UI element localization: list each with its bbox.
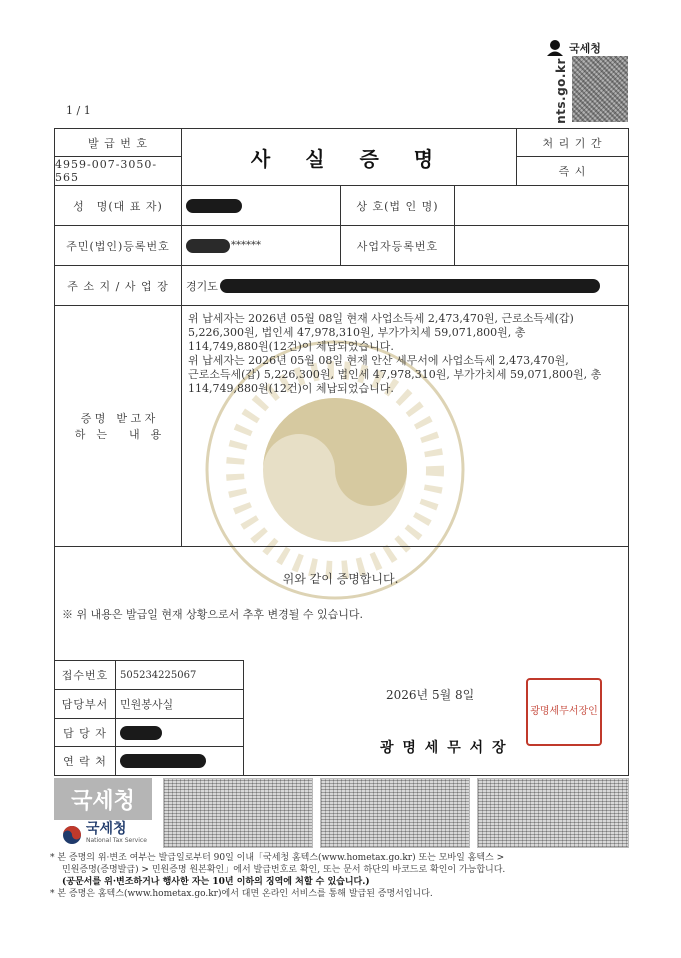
dept-label: 담당부서: [54, 689, 116, 719]
certify-text: 위와 같이 증명합니다.: [282, 572, 399, 586]
header-domain-text: nts.go.kr: [553, 58, 568, 124]
redacted-contact: [120, 754, 206, 768]
contact-value: [115, 746, 244, 776]
processing-label: 처 리 기 간: [516, 128, 629, 157]
nts-emblem-icon: [545, 39, 565, 57]
address-value: [181, 265, 629, 306]
footer-note-2: (공문서를 위·변조하거나 행사한 자는 10년 이하의 징역에 처할 수 있습니다.): [62, 877, 370, 887]
footer-brand-big: 국세청: [54, 778, 152, 820]
name-value: [181, 185, 341, 226]
redacted-name: [186, 199, 242, 213]
footer-note-1a: * 본 증명의 위·변조 여부는 발급일로부터 90일 이내「국세청 홈텍스(www.hometax.go.kr) 또는 모바일 홈텍스 >: [50, 853, 505, 863]
receipt-value: 505234225067: [115, 660, 244, 690]
notice-text: ※ 위 내용은 발급일 현재 상황으로서 추후 변경될 수 있습니다.: [62, 608, 363, 621]
content-body: [181, 305, 629, 547]
content-line: 5,226,300원, 법인세 47,978,310원, 부가가치세 59,071,800원, 총: [188, 326, 526, 339]
taegeuk-icon: [62, 825, 82, 845]
rrn-value: [181, 225, 341, 266]
redacted-rrn: [186, 239, 230, 253]
content-line: 위 납세자는 2026년 05월 08일 현재 안산 세무서에 사업소득세 2,473,470원,: [188, 354, 569, 367]
officer-value: [115, 718, 244, 747]
page-indicator: 1 / 1: [66, 104, 91, 117]
redacted-officer: [120, 726, 162, 740]
footer-brand-sub: National Tax Service: [86, 837, 147, 844]
footer-note-3: * 본 증명은 홈텍스(www.hometax.go.kr)에서 대면 온라인 서비스를 통해 발급된 증명서입니다.: [50, 889, 433, 899]
document-title: 사 실 증 명: [181, 128, 517, 186]
redacted-address: [220, 279, 600, 293]
footer-barcode-3: [477, 778, 629, 848]
header-brand: 국세청: [569, 42, 601, 55]
footer-barcode-1: [163, 778, 313, 848]
issue-date: 2026년 5월 8일: [386, 688, 475, 702]
processing-value: 즉 시: [516, 156, 629, 186]
content-label-line1: 증 명 받 고 자: [80, 412, 156, 425]
content-label: [54, 305, 182, 547]
address-prefix: 경기도: [186, 279, 218, 293]
issue-no-label: 발 급 번 호: [54, 128, 182, 157]
bizno-label: 사업자등록번호: [340, 225, 455, 266]
official-seal-stamp: 광명세무서장인: [526, 678, 602, 746]
company-label: 상 호(법 인 명): [340, 185, 455, 226]
content-line: 114,749,880원(12건)이 체납되었습니다.: [188, 340, 394, 353]
receipt-label: 접수번호: [54, 660, 116, 690]
address-label: 주 소 지 / 사 업 장: [54, 265, 182, 306]
contact-label: 연 락 처: [54, 746, 116, 776]
bizno-value: [454, 225, 629, 266]
office-name: 광 명 세 무 서 장: [380, 740, 508, 756]
footer-note-1b: 민원증명(증명발급) > 민원증명 원본확인」에서 발급번호로 확인, 또는 문서 하단의 바코드로 확인이 가능합니다.: [62, 865, 506, 875]
footer-nts-logo: [62, 822, 152, 848]
nts-header-logo: [545, 38, 617, 58]
dept-value: 민원봉사실: [115, 689, 244, 719]
rrn-label: 주민(법인)등록번호: [54, 225, 182, 266]
content-line: 근로소득세(갑) 5,226,300원, 법인세 47,978,310원, 부가가치세 59,071,800원, 총: [188, 368, 602, 381]
company-value: [454, 185, 629, 226]
name-label: 성 명(대 표 자): [54, 185, 182, 226]
content-label-line2: 하 는 내 용: [74, 428, 162, 441]
header-qr-code-overlay: [572, 56, 628, 122]
footer-brand-small: 국세청: [86, 821, 127, 837]
content-line: 114,749,880원(12건)이 체납되었습니다.: [188, 382, 394, 395]
officer-label: 담 당 자: [54, 718, 116, 747]
content-line: 위 납세자는 2026년 05월 08일 현재 사업소득세 2,473,470원, 근로소득세(갑): [188, 312, 574, 325]
header-domain: [548, 58, 568, 124]
rrn-masked-digits: ******: [231, 240, 261, 251]
issue-no-value: 4959-007-3050-565: [54, 156, 182, 186]
footer-barcode-2: [320, 778, 470, 848]
